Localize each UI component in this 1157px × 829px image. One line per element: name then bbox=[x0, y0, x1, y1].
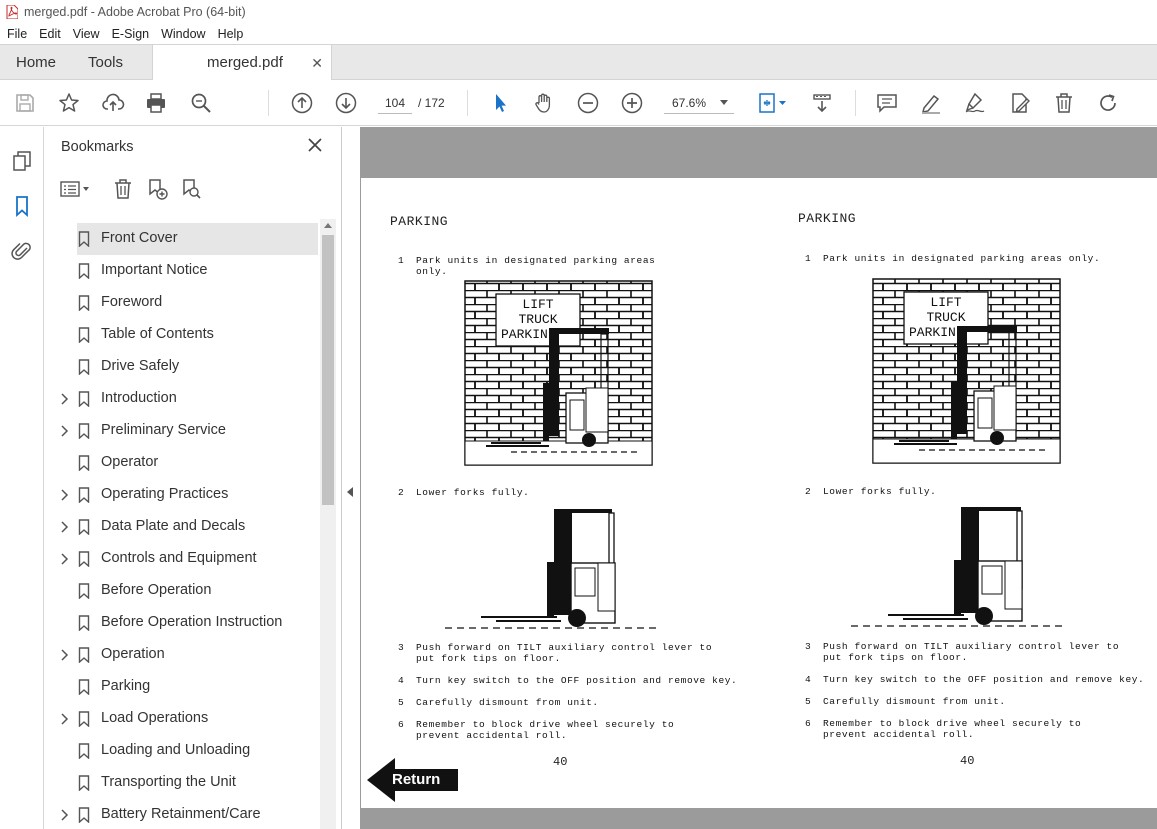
bookmark-icon bbox=[78, 551, 90, 567]
step-number: 2 bbox=[805, 486, 812, 497]
bookmark-item[interactable] bbox=[45, 351, 320, 383]
bookmarks-toolbar bbox=[59, 177, 319, 203]
bookmark-item[interactable] bbox=[45, 287, 320, 319]
step-number: 4 bbox=[398, 675, 405, 686]
collapse-panel-icon[interactable] bbox=[347, 487, 353, 497]
bookmark-label: Controls and Equipment bbox=[101, 550, 257, 566]
bookmark-icon bbox=[78, 359, 90, 375]
section-heading-left: PARKING bbox=[390, 214, 449, 229]
save-icon[interactable] bbox=[13, 91, 37, 115]
step-number: 5 bbox=[398, 697, 405, 708]
bookmark-label: Drive Safely bbox=[101, 358, 180, 374]
bookmark-label: Load Operations bbox=[101, 710, 209, 726]
bookmark-icon bbox=[78, 263, 90, 279]
title-bar bbox=[0, 0, 1157, 24]
step-number: 3 bbox=[398, 642, 405, 653]
step-text: Lower forks fully. bbox=[416, 487, 530, 498]
bookmark-label: Parking bbox=[101, 678, 151, 694]
step-text: Turn key switch to the OFF position and remove key. bbox=[823, 674, 1145, 685]
step-text: Carefully dismount from unit. bbox=[416, 697, 599, 708]
bookmark-item[interactable] bbox=[45, 383, 320, 415]
bookmark-icon bbox=[78, 455, 90, 471]
step-number: 3 bbox=[805, 641, 812, 652]
fill-sign-icon[interactable] bbox=[963, 91, 987, 115]
page-number-left: 40 bbox=[553, 755, 568, 769]
bookmark-label: Foreword bbox=[101, 294, 163, 310]
new-bookmark-icon[interactable] bbox=[145, 177, 169, 201]
bookmark-label: Preliminary Service bbox=[101, 422, 226, 438]
page-number-input[interactable] bbox=[378, 92, 412, 114]
step-text: Remember to block drive wheel securely to prevent accidental roll. bbox=[823, 718, 1082, 740]
bookmarks-scrollbar[interactable] bbox=[320, 219, 336, 829]
zoom-level-value: 67.6% bbox=[672, 96, 707, 110]
bookmark-item[interactable] bbox=[45, 415, 320, 447]
menu-esign[interactable]: E-Sign bbox=[111, 27, 150, 41]
menu-edit[interactable]: Edit bbox=[39, 27, 61, 41]
step-text: Push forward on TILT auxiliary control lever to put fork tips on floor. bbox=[823, 641, 1120, 663]
bookmark-icon bbox=[78, 231, 90, 247]
delete-icon[interactable] bbox=[1052, 91, 1076, 115]
delete-bookmark-icon[interactable] bbox=[111, 177, 135, 201]
sign-line: PARKIN bbox=[501, 327, 548, 342]
tab-document-label: merged.pdf bbox=[207, 54, 283, 71]
bookmark-item[interactable] bbox=[45, 511, 320, 543]
section-heading-right: PARKING bbox=[798, 211, 857, 226]
bookmark-list bbox=[45, 223, 320, 829]
star-icon[interactable] bbox=[57, 91, 81, 115]
attachment-icon[interactable] bbox=[10, 239, 34, 263]
menu-file[interactable]: File bbox=[7, 27, 28, 41]
tab-home[interactable]: Home bbox=[16, 54, 57, 71]
bookmark-label: Front Cover bbox=[101, 230, 178, 246]
sign-line: TRUCK bbox=[926, 310, 966, 325]
menu-help[interactable]: Help bbox=[217, 27, 244, 41]
edit-pdf-icon[interactable] bbox=[1008, 91, 1032, 115]
scroll-up-icon[interactable] bbox=[324, 223, 332, 228]
cloud-upload-icon[interactable] bbox=[101, 91, 125, 115]
sign-line: LIFT bbox=[930, 295, 962, 310]
zoom-in-icon[interactable] bbox=[620, 91, 644, 115]
select-cursor-icon[interactable] bbox=[488, 91, 512, 115]
step-text: Turn key switch to the OFF position and remove key. bbox=[416, 675, 738, 686]
bookmark-label: Battery Retainment/Care bbox=[101, 806, 261, 822]
step-text: Carefully dismount from unit. bbox=[823, 696, 1006, 707]
bookmark-icon bbox=[78, 295, 90, 311]
zoom-out-icon[interactable] bbox=[576, 91, 600, 115]
toolbar bbox=[0, 80, 1157, 126]
chevron-right-icon[interactable] bbox=[59, 649, 69, 661]
return-button[interactable] bbox=[365, 755, 460, 805]
bookmark-label: Loading and Unloading bbox=[101, 742, 251, 758]
page-number-right: 40 bbox=[960, 754, 975, 768]
menu-view[interactable]: View bbox=[72, 27, 100, 41]
bookmark-item[interactable] bbox=[45, 319, 320, 351]
return-label: Return bbox=[392, 771, 441, 788]
bookmark-icon bbox=[78, 487, 90, 503]
bookmarks-panel bbox=[45, 127, 342, 829]
step-number: 6 bbox=[398, 719, 405, 730]
bookmark-item[interactable] bbox=[45, 767, 320, 799]
bookmark-icon bbox=[78, 423, 90, 439]
bookmark-icon bbox=[78, 391, 90, 407]
sign-line: TRUCK bbox=[518, 312, 558, 327]
panel-collapse-strip[interactable] bbox=[343, 127, 360, 829]
step-number: 6 bbox=[805, 718, 812, 729]
bookmark-label: Introduction bbox=[101, 390, 177, 406]
bookmark-label: Data Plate and Decals bbox=[101, 518, 246, 534]
close-icon[interactable]: ✕ bbox=[311, 55, 323, 71]
find-bookmark-icon[interactable] bbox=[179, 177, 203, 201]
bookmark-item[interactable] bbox=[45, 703, 320, 735]
chevron-down-icon bbox=[720, 100, 728, 105]
bookmark-label: Table of Contents bbox=[101, 326, 214, 342]
bookmark-item[interactable] bbox=[45, 671, 320, 703]
sign-line: PARKIN bbox=[909, 325, 956, 340]
fit-page-icon[interactable] bbox=[756, 91, 790, 115]
bookmark-item[interactable] bbox=[45, 575, 320, 607]
bookmark-icon bbox=[78, 647, 90, 663]
comment-icon[interactable] bbox=[875, 91, 899, 115]
bookmark-icon bbox=[78, 679, 90, 695]
chevron-right-icon[interactable] bbox=[59, 553, 69, 565]
bookmark-icon bbox=[78, 711, 90, 727]
bookmark-item[interactable] bbox=[45, 447, 320, 479]
step-number: 2 bbox=[398, 487, 405, 498]
step-number: 1 bbox=[805, 253, 812, 264]
sign-text-right bbox=[906, 295, 986, 340]
bookmark-icon bbox=[78, 807, 90, 823]
scroll-mode-icon[interactable] bbox=[810, 91, 834, 115]
bookmark-label: Transporting the Unit bbox=[101, 774, 236, 790]
bookmark-item[interactable] bbox=[77, 223, 318, 255]
menu-window[interactable]: Window bbox=[161, 27, 206, 41]
bookmark-item[interactable] bbox=[45, 543, 320, 575]
zoom-search-icon[interactable] bbox=[189, 91, 213, 115]
forklift-illustration-right bbox=[851, 507, 1066, 626]
step-text: Park units in designated parking areas only. bbox=[416, 255, 656, 277]
bookmark-panel-icon[interactable] bbox=[10, 194, 34, 218]
step-number: 4 bbox=[805, 674, 812, 685]
step-text: Remember to block drive wheel securely to prevent accidental roll. bbox=[416, 719, 675, 741]
sign-line: LIFT bbox=[522, 297, 554, 312]
step-text: Push forward on TILT auxiliary control lever to put fork tips on floor. bbox=[416, 642, 713, 664]
page-up-icon[interactable] bbox=[290, 91, 314, 115]
bookmark-label: Operator bbox=[101, 454, 159, 470]
page-down-icon[interactable] bbox=[334, 91, 358, 115]
bookmark-item[interactable] bbox=[45, 799, 320, 829]
bookmark-icon bbox=[78, 743, 90, 759]
document-view[interactable] bbox=[343, 127, 1157, 829]
chevron-right-icon[interactable] bbox=[59, 393, 69, 405]
step-number: 5 bbox=[805, 696, 812, 707]
chevron-right-icon[interactable] bbox=[59, 489, 69, 501]
bookmark-icon bbox=[78, 327, 90, 343]
bookmarks-title: Bookmarks bbox=[61, 139, 134, 155]
bookmark-item[interactable] bbox=[45, 639, 320, 671]
tab-document[interactable] bbox=[152, 45, 332, 80]
bookmark-item[interactable] bbox=[45, 607, 320, 639]
tab-tools[interactable]: Tools bbox=[88, 54, 124, 71]
window-title: merged.pdf - Adobe Acrobat Pro (64-bit) bbox=[24, 5, 246, 19]
chevron-right-icon[interactable] bbox=[59, 713, 69, 725]
pdf-file-icon bbox=[6, 5, 18, 19]
tab-bar bbox=[0, 44, 1157, 80]
bookmark-icon bbox=[78, 615, 90, 631]
rotate-icon[interactable] bbox=[1096, 91, 1120, 115]
print-icon[interactable] bbox=[144, 91, 168, 115]
menu-bar bbox=[0, 24, 1157, 44]
page-total: / 172 bbox=[418, 96, 445, 110]
bookmark-label: Operation bbox=[101, 646, 165, 662]
forklift-illustration-left bbox=[445, 509, 661, 628]
bookmark-icon bbox=[78, 583, 90, 599]
bookmark-icon bbox=[78, 775, 90, 791]
bookmark-item[interactable] bbox=[45, 735, 320, 767]
bookmark-item[interactable] bbox=[45, 255, 320, 287]
bookmark-item[interactable] bbox=[45, 479, 320, 511]
chevron-right-icon[interactable] bbox=[59, 521, 69, 533]
step-number: 1 bbox=[398, 255, 405, 266]
bookmark-label: Before Operation bbox=[101, 582, 212, 598]
zoom-level-dropdown[interactable] bbox=[664, 92, 734, 114]
step-text: Park units in designated parking areas only. bbox=[823, 253, 1101, 264]
page-thumbnails-icon[interactable] bbox=[10, 149, 34, 173]
chevron-right-icon[interactable] bbox=[59, 809, 69, 821]
bookmark-label: Important Notice bbox=[101, 262, 208, 278]
close-icon[interactable] bbox=[307, 137, 323, 153]
bookmark-options-icon[interactable] bbox=[59, 177, 93, 201]
sign-text-left bbox=[498, 297, 578, 342]
chevron-right-icon[interactable] bbox=[59, 425, 69, 437]
bookmark-label: Before Operation Instruction bbox=[101, 614, 283, 630]
navigation-rail bbox=[0, 127, 44, 829]
scrollbar-thumb[interactable] bbox=[322, 235, 334, 505]
bookmark-label: Operating Practices bbox=[101, 486, 229, 502]
step-text: Lower forks fully. bbox=[823, 486, 937, 497]
hand-tool-icon[interactable] bbox=[532, 91, 556, 115]
pdf-page bbox=[361, 178, 1157, 808]
bookmark-icon bbox=[78, 519, 90, 535]
highlight-pen-icon[interactable] bbox=[919, 91, 943, 115]
